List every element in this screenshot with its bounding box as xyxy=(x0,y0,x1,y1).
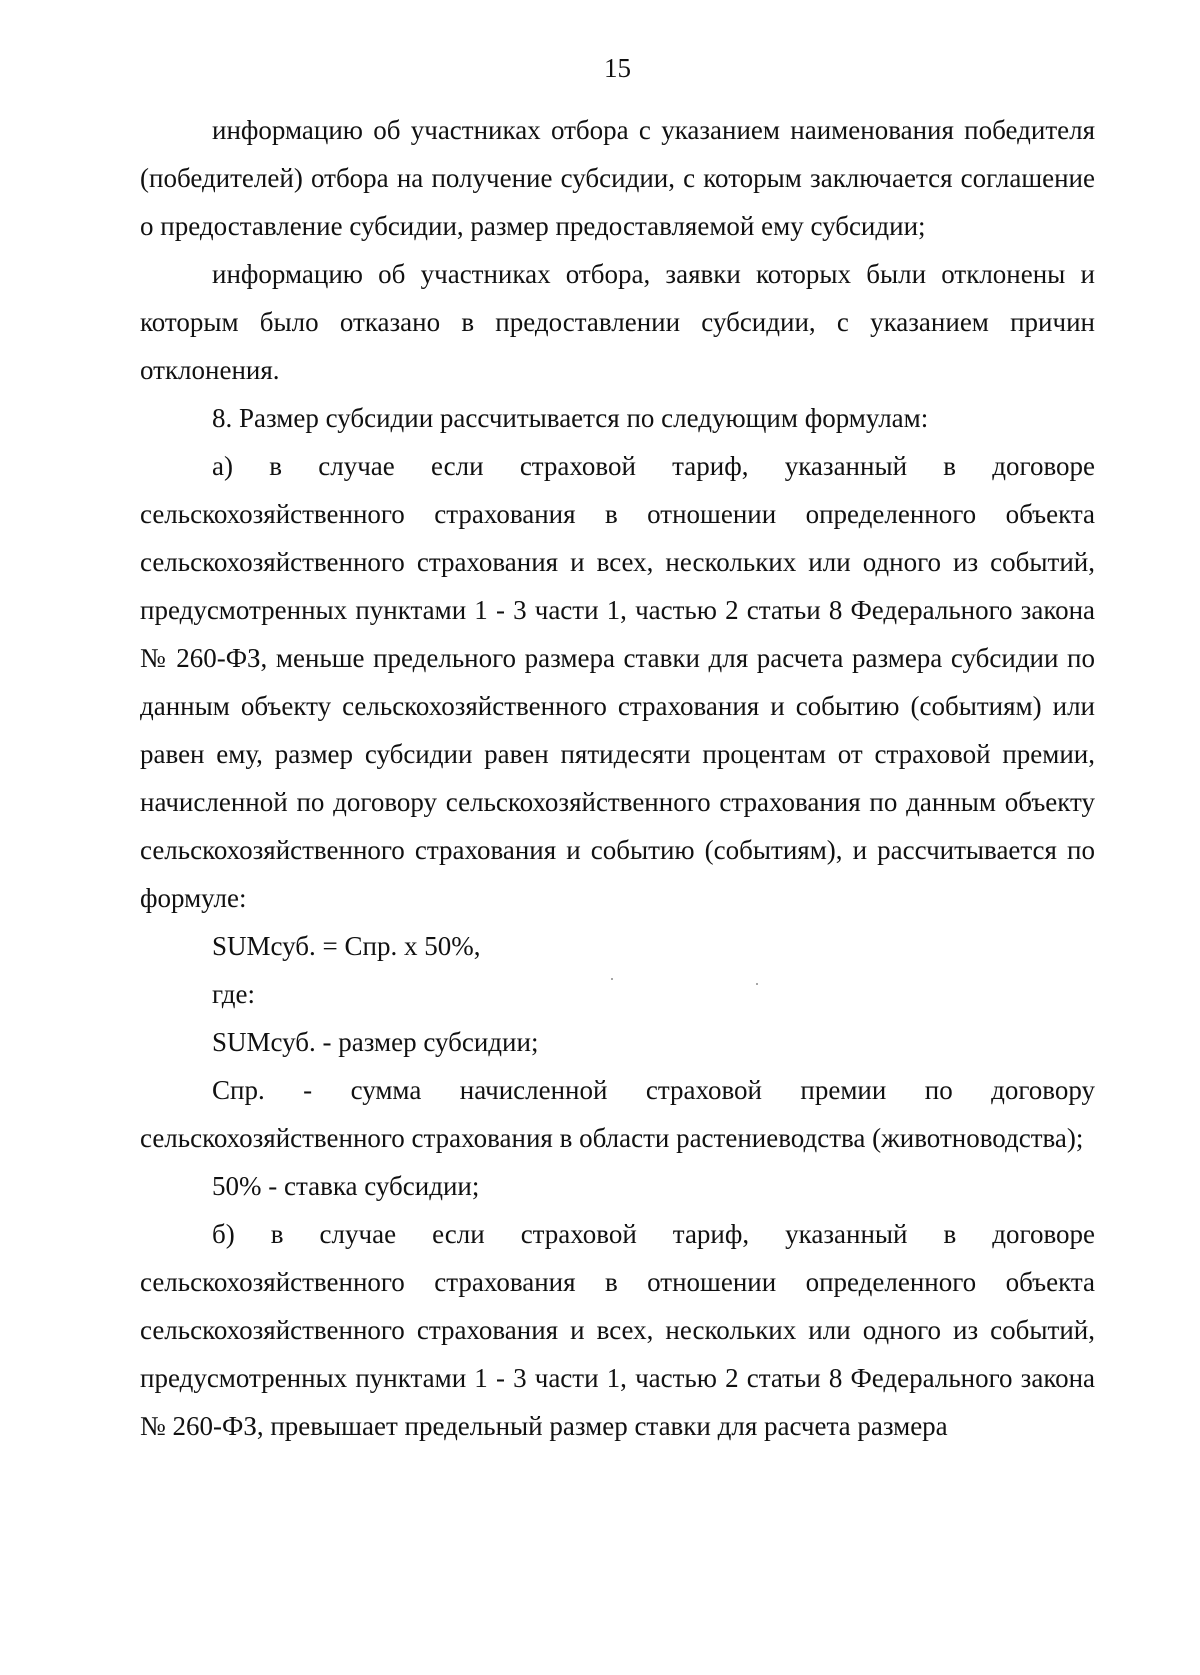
paragraph-rejected-info: информацию об участниках отбора, заявки которых были отклонены и которым было отказано в предоставлении субсидии, с указанием причин отклонения. xyxy=(140,259,1095,385)
paragraph-case-a: а) в случае если страховой тариф, указанный в договоре сельскохозяйственного страхования в отношении определенного объекта сельскохозяйственного страхования и всех, нескольких или одного из событий, предусмотренных пунктами 1 - 3 части 1, частью 2 статьи 8 Федерального закона № 260-ФЗ, меньше предельного размера ставки для расчета размера субсидии по данным объекту сельскохозяйственного страхования и событию (событиям) или равен ему, размер субсидии равен пятидесяти процентам от страховой премии, начисленной по договору сельскохозяйственного страхования по данным объекту сельскохозяйственного страхования и событию (событиям), и рассчитывается по формуле: xyxy=(140,451,1095,913)
paragraph-case-b: б) в случае если страховой тариф, указанный в договоре сельскохозяйственного страхования в отношении определенного объекта сельскохозяйственного страхования и всех, нескольких или одного из событий, предусмотренных пунктами 1 - 3 части 1, частью 2 статьи 8 Федерального закона № 260-ФЗ, превышает предельный размер ставки для расчета размера xyxy=(140,1219,1095,1441)
definition-sum-subsidy: SUMсуб. - размер субсидии; xyxy=(212,1027,539,1057)
where-line: где: xyxy=(212,979,255,1009)
paragraph-section-8: 8. Размер субсидии рассчитывается по следующим формулам: xyxy=(212,403,929,433)
definition-premium: Спр. - сумма начисленной страховой премии по договору сельскохозяйственного страхования в области растениеводства (животноводства); xyxy=(140,1075,1095,1153)
page-number: 15 xyxy=(604,53,631,83)
definition-rate: 50% - ставка субсидии; xyxy=(212,1171,480,1201)
document-body xyxy=(140,106,1095,1450)
paragraph-winners-info: информацию об участниках отбора с указанием наименования победителя (победителей) отбора на получение субсидии, с которым заключается соглашение о предоставление субсидии, размер предоставляемой ему субсидии; xyxy=(140,115,1095,241)
formula-line: SUMсуб. = Спр. x 50%, xyxy=(212,931,481,961)
scan-speck xyxy=(756,983,758,985)
scan-speck xyxy=(611,978,613,980)
